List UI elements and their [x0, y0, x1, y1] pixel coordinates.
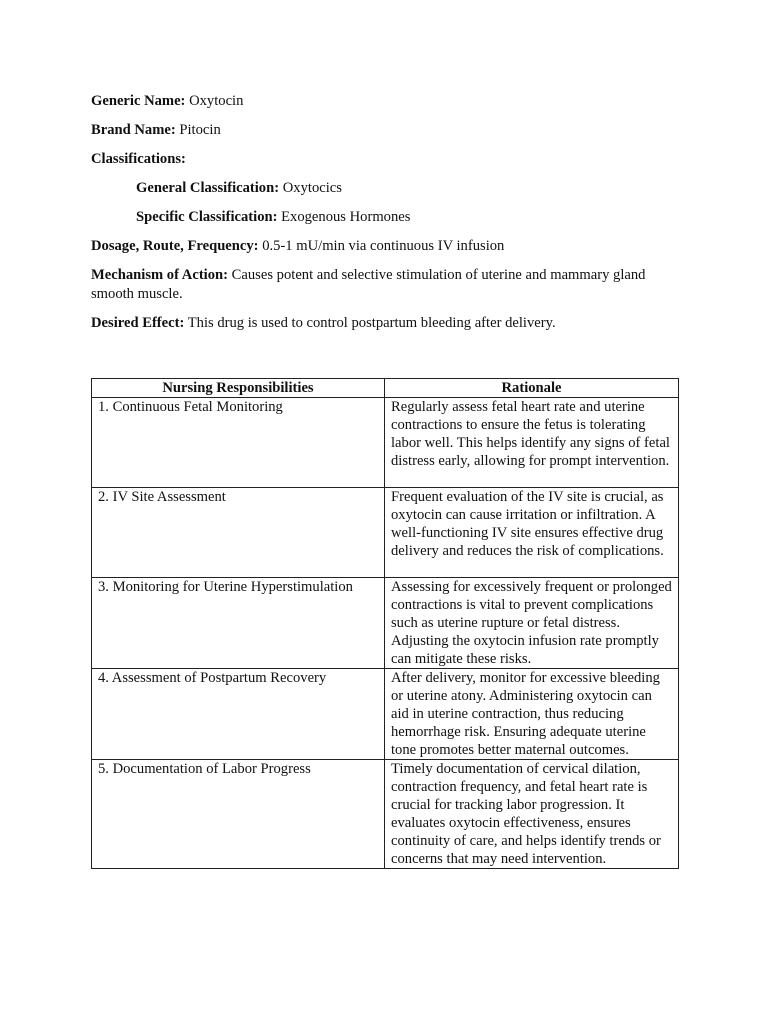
brand-name-field [91, 121, 678, 140]
responsibility-cell: 5. Documentation of Labor Progress [92, 760, 385, 869]
desired-effect-field [91, 314, 678, 333]
dosage-value: 0.5-1 mU/min via continuous IV infusion [262, 238, 505, 254]
mechanism-value: Causes potent and selective stimulation of uterine and mammary gland smooth muscle. [91, 267, 646, 302]
general-classification-label: General Classification: [136, 180, 280, 196]
responsibility-cell: 4. Assessment of Postpartum Recovery [92, 669, 385, 760]
responsibility-cell: 3. Monitoring for Uterine Hyperstimulation [92, 578, 385, 669]
general-classification-value: Oxytocics [282, 180, 342, 196]
table-row [92, 578, 679, 669]
dosage-label: Dosage, Route, Frequency: [91, 238, 259, 254]
rationale-cell: Frequent evaluation of the IV site is crucial, as oxytocin can cause irritation or infiltration. A well-functioning IV site ensures effective drug delivery and reduces the risk of complications. [385, 488, 679, 578]
classifications-label: Classifications: [91, 151, 186, 167]
generic-name-value: Oxytocin [189, 93, 244, 109]
desired-effect-value: This drug is used to control postpartum bleeding after delivery. [187, 315, 556, 331]
specific-classification-value: Exogenous Hormones [281, 209, 411, 225]
header-rationale: Rationale [385, 379, 679, 398]
classifications-heading [91, 150, 678, 169]
brand-name-label: Brand Name: [91, 122, 176, 138]
generic-name-field [91, 92, 678, 111]
drug-info-section [91, 92, 678, 343]
mechanism-field [91, 266, 678, 304]
desired-effect-label: Desired Effect: [91, 315, 185, 331]
rationale-cell: Regularly assess fetal heart rate and uterine contractions to ensure the fetus is tolerating labor well. This helps identify any signs of fetal distress early, allowing for prompt intervention. [385, 398, 679, 488]
brand-name-value: Pitocin [179, 122, 221, 138]
general-classification-field [91, 179, 678, 198]
table-row [92, 760, 679, 869]
generic-name-label: Generic Name: [91, 93, 186, 109]
rationale-cell: Timely documentation of cervical dilation, contraction frequency, and fetal heart rate is crucial for tracking labor progression. It evaluates oxytocin effectiveness, ensures continuity of care, and helps identify trends or concerns that may need intervention. [385, 760, 679, 869]
table-row [92, 488, 679, 578]
header-nursing-responsibilities: Nursing Responsibilities [92, 379, 385, 398]
table-header-row [92, 379, 679, 398]
dosage-field [91, 237, 678, 256]
specific-classification-field [91, 208, 678, 227]
table-row [92, 669, 679, 760]
rationale-cell: After delivery, monitor for excessive bleeding or uterine atony. Administering oxytocin can aid in uterine contraction, thus reducing hemorrhage risk. Ensuring adequate uterine tone promotes better maternal outcomes. [385, 669, 679, 760]
mechanism-label: Mechanism of Action: [91, 267, 229, 283]
table-row [92, 398, 679, 488]
nursing-responsibilities-table [91, 378, 679, 869]
rationale-cell: Assessing for excessively frequent or prolonged contractions is vital to prevent complications such as uterine rupture or fetal distress. Adjusting the oxytocin infusion rate promptly can mitigate these risks. [385, 578, 679, 669]
responsibility-cell: 2. IV Site Assessment [92, 488, 385, 578]
responsibility-cell: 1. Continuous Fetal Monitoring [92, 398, 385, 488]
specific-classification-label: Specific Classification: [136, 209, 278, 225]
